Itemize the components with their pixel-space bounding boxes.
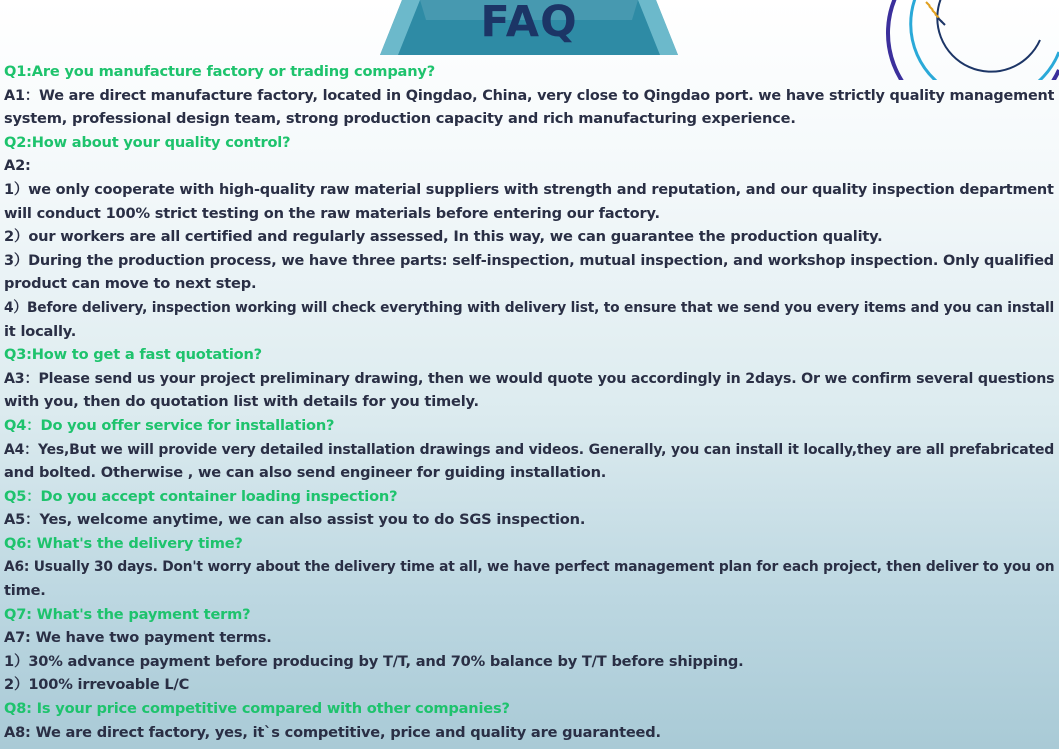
faq-answer: A8: We are direct factory, yes, it`s competitive, price and quality are guaranteed. (4, 723, 661, 741)
faq-banner (380, 0, 678, 55)
faq-question: Q4：Do you offer service for installation? (4, 416, 335, 434)
faq-answer: 3）During the production process, we have three parts: self-inspection, mutual inspection, and workshop inspection. Only qualified (4, 251, 1054, 269)
faq-question: Q2:How about your quality control? (4, 133, 291, 151)
faq-question: Q7: What's the payment term? (4, 605, 251, 623)
faq-answer: system, professional design team, strong production capacity and rich manufacturing experience. (4, 110, 796, 128)
faq-answer: 1）30% advance payment before producing by T/T, and 70% balance by T/T before shipping. (4, 652, 744, 670)
faq-content (4, 60, 1056, 744)
page-title: FAQ (480, 0, 578, 47)
faq-question: Q1:Are you manufacture factory or trading company? (4, 63, 435, 80)
faq-answer: 1）we only cooperate with high-quality raw material suppliers with strength and reputation, and our quality inspection department (4, 180, 1054, 198)
faq-answer: A2: (4, 157, 31, 175)
faq-answer: product can move to next step. (4, 275, 257, 293)
faq-answer: A3：Please send us your project preliminary drawing, then we would quote you accordingly in 2days. Or we confirm several questions (4, 369, 1054, 387)
faq-question: Q3:How to get a fast quotation? (4, 346, 262, 364)
faq-answer: A5：Yes, welcome anytime, we can also assist you to do SGS inspection. (4, 511, 586, 529)
faq-answer: 2）our workers are all certified and regularly assessed, In this way, we can guarantee the production quality. (4, 228, 883, 246)
faq-question: Q5：Do you accept container loading inspection? (4, 487, 398, 505)
faq-answer: A4：Yes,But we will provide very detailed installation drawings and videos. Generally, you can install it locally,they are all prefabricated (4, 440, 1054, 458)
faq-answer: it locally. (4, 322, 77, 340)
faq-answer: 2）100% irrevoable L/C (4, 676, 190, 694)
faq-answer: A6: Usually 30 days. Don't worry about the delivery time at all, we have perfect management plan for each project, then deliver to you on (4, 558, 1054, 576)
faq-question: Q8: Is your price competitive compared with other companies? (4, 700, 510, 718)
faq-answer: and bolted. Otherwise , we can also send engineer for guiding installation. (4, 464, 607, 482)
faq-answer: with you, then do quotation list with details for you timely. (4, 393, 479, 411)
faq-answer: A1：We are direct manufacture factory, located in Qingdao, China, very close to Qingdao port. we have strictly quality management (4, 86, 1054, 104)
faq-question: Q6: What's the delivery time? (4, 534, 243, 552)
faq-answer: will conduct 100% strict testing on the raw materials before entering our factory. (4, 204, 660, 222)
faq-answer: 4）Before delivery, inspection working will check everything with delivery list, to ensure that we send you every items and you can install (4, 298, 1054, 316)
faq-answer: A7: We have two payment terms. (4, 629, 272, 647)
faq-answer: time. (4, 582, 46, 600)
